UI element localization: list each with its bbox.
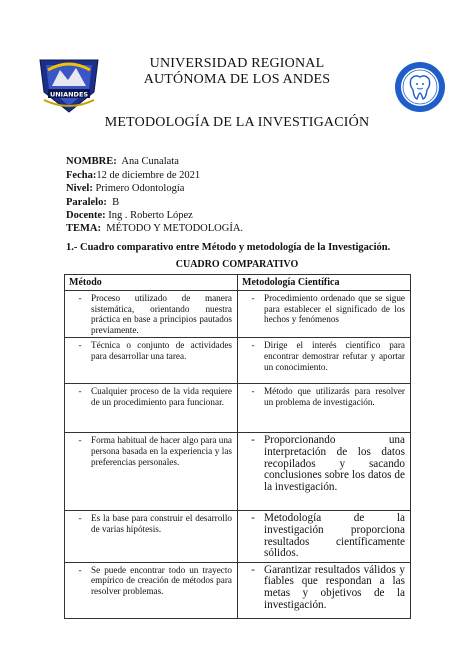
cell-metodo: [65, 511, 238, 562]
tema-label: TEMA:: [66, 223, 101, 234]
cell-metodo: [65, 562, 238, 618]
info-paralelo: [66, 197, 119, 209]
bullet-dash: -: [78, 435, 82, 446]
cell-content: [242, 293, 405, 325]
nivel-value: Primero Odontología: [95, 183, 185, 194]
metodologia-text: Dirige el interés científico para encontrar demostrar refutar y aportar un conocimiento.: [264, 340, 405, 372]
nombre-value: Ana Cunalata: [121, 156, 179, 167]
cell-content: [69, 340, 232, 361]
cell-content: [69, 565, 232, 597]
cell-content: [69, 513, 232, 534]
cell-content: [242, 513, 405, 559]
cell-metodologia: [238, 511, 411, 562]
metodo-text: Forma habitual de hacer algo para una persona basada en la experiencia y las preferencias personales.: [91, 435, 232, 467]
metodo-text: Se puede encontrar todo un trayecto empírico de creación de métodos para resolver problemas.: [91, 564, 232, 596]
info-fecha: [66, 170, 200, 182]
metodo-text: Es la base para construir el desarrollo de varias hipótesis.: [91, 513, 232, 534]
bullet-dash: -: [251, 512, 255, 525]
table-caption: CUADRO COMPARATIVO: [175, 259, 299, 270]
university-name-line2: AUTÓNOMA DE LOS ANDES: [143, 72, 331, 87]
cell-metodologia: [238, 433, 411, 511]
table-row: [65, 511, 411, 562]
comparison-table: [64, 274, 411, 619]
cell-content: [242, 565, 405, 611]
tema-value: MÉTODO Y METODOLOGÍA.: [106, 223, 244, 234]
metodologia-text: Método que utilizarás para resolver un problema de investigación.: [264, 386, 405, 407]
cell-metodologia: [238, 338, 411, 384]
cell-content: [242, 435, 405, 493]
metodo-text: Proceso utilizado de manera sistemática, orientando nuestra práctica en base a principios pautados previamente.: [91, 293, 232, 335]
bullet-dash: -: [78, 340, 82, 351]
bullet-dash: -: [78, 293, 82, 303]
bullet-dash: -: [251, 386, 255, 397]
nombre-label: NOMBRE:: [66, 156, 117, 167]
metodo-text: Técnica o conjunto de actividades para desarrollar una tarea.: [91, 340, 232, 361]
docente-value: Ing . Roberto López: [108, 210, 193, 221]
fecha-value: 12 de diciembre de 2021: [96, 170, 201, 181]
bullet-dash: -: [78, 564, 82, 575]
table-row: [65, 338, 411, 384]
cell-metodologia: [238, 384, 411, 433]
metodologia-text: Proporcionando una interpretación de los datos recopilados y sacando conclusiones sobre los datos de la investigación.: [264, 434, 405, 493]
metodologia-text: Procedimiento ordenado que se sigue para establecer el significado de los hechos y fenómenos: [264, 293, 405, 325]
info-tema: [66, 223, 243, 235]
university-name-line1: UNIVERSIDAD REGIONAL: [149, 56, 325, 71]
metodologia-text: Metodología de la investigación proporciona resultados científicamente sólidos.: [264, 512, 405, 560]
col-header-metodo: Método: [65, 275, 238, 291]
metodologia-text: Garantizar resultados válidos y fiables que respondan a las metas y objetivos de la investigación.: [264, 563, 405, 611]
metodo-text: Cualquier proceso de la vida requiere de un procedimiento para funcionar.: [91, 386, 232, 407]
question-heading: 1.- Cuadro comparativo entre Método y metodología de la Investigación.: [66, 242, 391, 253]
table-row: [65, 384, 411, 433]
course-title: METODOLOGÍA DE LA INVESTIGACIÓN: [104, 115, 370, 130]
cell-metodo: [65, 291, 238, 338]
info-nivel: [66, 183, 184, 195]
cell-content: [69, 293, 232, 335]
table-header-row: [65, 275, 411, 291]
cell-content: [69, 435, 232, 467]
cell-metodo: [65, 384, 238, 433]
cell-content: [242, 386, 405, 407]
logo-lettering: UNIANDES: [49, 90, 89, 99]
fecha-label: Fecha:: [66, 170, 97, 181]
cell-metodo: [65, 433, 238, 511]
bullet-dash: -: [78, 386, 82, 397]
bullet-dash: -: [251, 434, 255, 447]
nivel-label: Nivel:: [66, 183, 93, 194]
table-row: [65, 291, 411, 338]
bullet-dash: -: [251, 340, 255, 351]
cell-metodologia: [238, 562, 411, 618]
paralelo-label: Paralelo:: [66, 197, 107, 208]
bullet-dash: -: [251, 563, 255, 576]
table-row: [65, 562, 411, 618]
cell-content: [69, 386, 232, 407]
info-docente: [66, 210, 193, 222]
table-row: [65, 433, 411, 511]
docente-label: Docente:: [66, 210, 106, 221]
cell-metodologia: [238, 291, 411, 338]
col-header-metodologia: Metodología Científica: [238, 275, 411, 291]
paralelo-value: B: [112, 197, 120, 208]
cell-metodo: [65, 338, 238, 384]
bullet-dash: -: [251, 293, 255, 303]
info-nombre: [66, 156, 179, 168]
cell-content: [242, 340, 405, 372]
bullet-dash: -: [78, 513, 82, 524]
